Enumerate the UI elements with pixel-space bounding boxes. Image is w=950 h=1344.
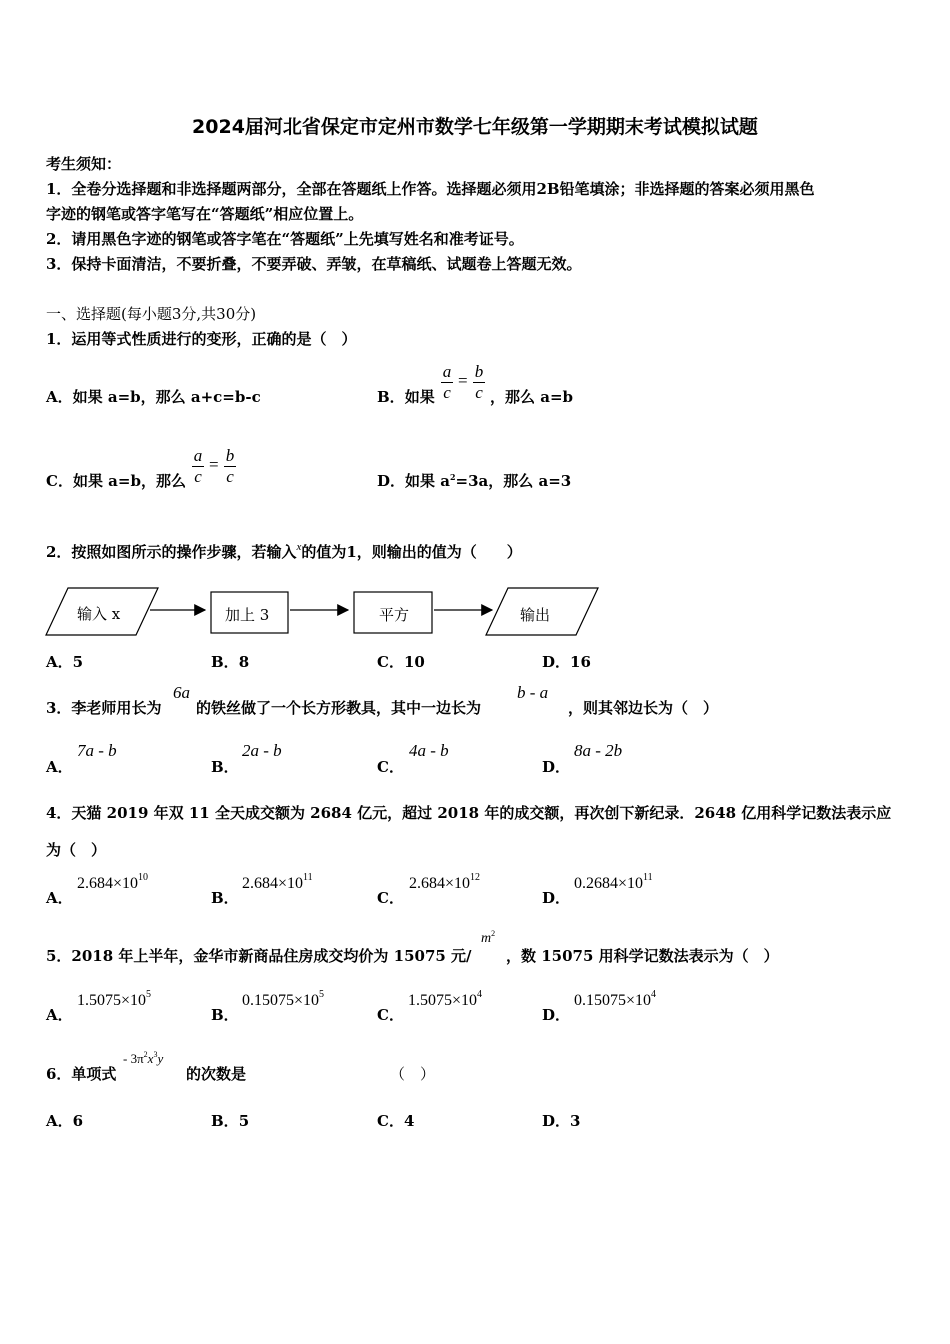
q2-option-b[interactable] [211, 651, 249, 672]
sci-base: 0.15075×10 [242, 992, 320, 1009]
q3-stem-pre: 3．李老师用长为 [46, 699, 162, 717]
q2-option-a-value: 5 [72, 653, 84, 671]
mono-exp-x: 3 [153, 1050, 158, 1059]
sci-base: 0.2684×10 [574, 875, 644, 892]
frac-numerator: a [193, 446, 203, 465]
q1-option-d[interactable] [377, 470, 571, 491]
q5-stem-pre: 5．2018 年上半年，金华市新商品住房成交均价为 15075 元/ [46, 947, 472, 965]
q3-option-d-value: 8a - 2b [574, 741, 623, 760]
sci-exponent: 10 [138, 872, 149, 883]
section-heading: 一、选择题(每小题3分,共30分) [46, 305, 257, 323]
q6-option-d-label: D． [542, 1112, 571, 1130]
q4-stem-line1: 4．天猫 2019 年双 11 全天成交额为 2684 亿元，超过 2018 年的成交额，再次创下新纪录．2648 亿用科学记数法表示应 [46, 804, 892, 822]
q6-option-a-value: 6 [72, 1112, 84, 1130]
q6-option-d[interactable] [542, 1110, 580, 1131]
q6-option-b-value: 5 [238, 1112, 250, 1130]
q1-b-equals: = [458, 371, 468, 390]
q1-option-b[interactable] [377, 386, 435, 407]
q3-option-a-label[interactable]: A． [46, 758, 73, 776]
frac-denominator: c [443, 383, 451, 402]
q6-option-c[interactable] [377, 1110, 414, 1131]
q5-unit [481, 931, 495, 947]
q1-b-frac-right [472, 362, 486, 403]
sci-exponent: 4 [651, 989, 657, 1000]
q2-stem-variable: x [296, 541, 302, 553]
q4-option-c-label[interactable]: C． [377, 889, 404, 907]
q1-option-b-post: ，那么 a=b [490, 388, 573, 406]
sci-base: 1.5075×10 [408, 992, 478, 1009]
q5-option-a-value [77, 989, 152, 1010]
q2-option-b-label: B． [211, 653, 239, 671]
q1-c-frac-right [223, 446, 237, 487]
q3-expr-6a: 6a [173, 683, 190, 702]
sci-exponent: 5 [319, 989, 325, 1000]
q3-option-c-label[interactable]: C． [377, 758, 404, 776]
q3-option-a-value: 7a - b [77, 741, 117, 760]
q2-stem-pre: 2．按照如图所示的操作步骤，若输入 [46, 543, 297, 561]
q1-option-d-post: =3a，那么 a=3 [455, 472, 572, 490]
frac-denominator: c [226, 467, 234, 486]
notice-item-1-cont: 字迹的钢笔或答字笔写在“答题纸”相应位置上。 [46, 205, 364, 223]
q2-option-c[interactable] [377, 651, 425, 672]
q3-stem-post: ，则其邻边长为（ ） [568, 699, 719, 717]
mono-exp-pi: 2 [143, 1050, 148, 1059]
sci-exponent: 5 [146, 989, 152, 1000]
sci-base: 2.684×10 [242, 875, 304, 892]
q1-option-a-text: 如果 a=b，那么 a+c=b-c [72, 388, 261, 406]
q5-option-a-label[interactable]: A． [46, 1006, 73, 1024]
q6-option-a[interactable] [46, 1110, 83, 1131]
q4-option-d-value [574, 872, 653, 893]
sci-exponent: 11 [643, 872, 653, 883]
q4-option-b-value [242, 872, 313, 893]
q1-option-a[interactable] [46, 386, 261, 407]
q3-option-d-label[interactable]: D． [542, 758, 571, 776]
q1-stem: 1．运用等式性质进行的变形，正确的是（ ） [46, 330, 357, 348]
q3-expr-b-minus-a: b - a [517, 683, 549, 702]
q2-option-c-label: C． [377, 653, 404, 671]
mono-y: y [157, 1051, 164, 1066]
q5-option-b-value [242, 989, 325, 1010]
q4-option-a-value [77, 872, 149, 893]
q3-stem-mid: 的铁丝做了一个长方形教具，其中一边长为 [196, 699, 482, 717]
frac-denominator: c [475, 383, 483, 402]
page-title: 2024届河北省保定市定州市数学七年级第一学期期末考试模拟试题 [192, 116, 758, 138]
q5-option-c-value [408, 989, 483, 1010]
q6-stem-pre: 6．单项式 [46, 1065, 117, 1083]
q3-option-c-value: 4a - b [409, 741, 449, 760]
frac-numerator: b [474, 362, 484, 381]
q1-option-c-label: C． [46, 472, 73, 490]
q2-option-d-label: D． [542, 653, 571, 671]
q6-option-b[interactable] [211, 1110, 249, 1131]
sci-base: 0.15075×10 [574, 992, 652, 1009]
q5-option-b-label[interactable]: B． [211, 1006, 239, 1024]
flow-step-square: 平方 [379, 606, 410, 624]
q5-option-c-label[interactable]: C． [377, 1006, 404, 1024]
q1-option-b-label: B． [377, 388, 405, 406]
q5-option-d-value [574, 989, 657, 1010]
q1-option-c[interactable] [46, 470, 186, 491]
q6-option-d-value: 3 [570, 1112, 581, 1130]
flow-step-output: 输出 [520, 606, 551, 624]
q2-stem-post: 的值为1，则输出的值为（ ） [301, 543, 522, 561]
frac-numerator: b [225, 446, 235, 465]
q3-option-b-label[interactable]: B． [211, 758, 239, 776]
flow-step-add: 加上 3 [225, 606, 270, 624]
q4-stem-line2: 为（ ） [46, 841, 107, 859]
q5-option-d-label[interactable]: D． [542, 1006, 571, 1024]
q1-c-equals: = [209, 455, 219, 474]
sci-base: 2.684×10 [77, 875, 139, 892]
q2-flowchart [40, 582, 610, 642]
q1-c-frac-left [191, 446, 205, 487]
notice-heading: 考生须知： [46, 155, 122, 173]
q1-option-c-pre: 如果 a=b，那么 [72, 472, 186, 490]
frac-denominator: c [194, 467, 202, 486]
mono-x: x [147, 1051, 154, 1066]
q2-option-d-value: 16 [570, 653, 591, 671]
q4-option-c-value [409, 872, 481, 893]
q6-option-c-value: 4 [403, 1112, 415, 1130]
q6-option-b-label: B． [211, 1112, 239, 1130]
notice-item-1: 1．全卷分选择题和非选择题两部分，全部在答题纸上作答。选择题必须用2B铅笔填涂；非选择题的答案必须用黑色 [46, 180, 815, 198]
q6-monomial [123, 1051, 163, 1067]
notice-item-2: 2．请用黑色字迹的钢笔或答字笔在“答题纸”上先填写姓名和准考证号。 [46, 230, 524, 248]
mono-coef: - 3π [123, 1051, 144, 1066]
q6-paren: （ ） [390, 1065, 436, 1083]
q2-stem [46, 541, 522, 562]
sci-exponent: 4 [477, 989, 483, 1000]
sci-base: 2.684×10 [409, 875, 471, 892]
unit-exponent: 2 [491, 929, 496, 938]
sci-base: 1.5075×10 [77, 992, 147, 1009]
q6-stem-post: 的次数是 [186, 1065, 247, 1083]
q2-option-a[interactable] [46, 651, 83, 672]
q2-option-b-value: 8 [238, 653, 250, 671]
q1-b-frac-left [440, 362, 454, 403]
q1-option-a-label: A． [46, 388, 73, 406]
sci-exponent: 12 [470, 872, 481, 883]
q6-option-a-label: A． [46, 1112, 73, 1130]
q1-option-d-pre: 如果 a [405, 472, 450, 490]
flow-step-input: 输入 x [77, 605, 121, 623]
sci-exponent: 11 [303, 872, 313, 883]
q1-option-b-pre: 如果 [404, 388, 435, 406]
q3-option-b-value: 2a - b [242, 741, 282, 760]
q6-option-c-label: C． [377, 1112, 404, 1130]
q2-option-c-value: 10 [403, 653, 425, 671]
frac-numerator: a [442, 362, 452, 381]
notice-item-3: 3．保持卡面清洁，不要折叠，不要弄破、弄皱，在草稿纸、试题卷上答题无效。 [46, 255, 582, 273]
q4-option-d-label[interactable]: D． [542, 889, 571, 907]
q5-stem-post: ，数 15075 用科学记数法表示为（ ） [506, 947, 779, 965]
q2-option-d[interactable] [542, 651, 591, 672]
q4-option-a-label[interactable]: A． [46, 889, 73, 907]
q1-option-d-exponent: 2 [449, 472, 456, 482]
q4-option-b-label[interactable]: B． [211, 889, 239, 907]
unit-m: m [481, 931, 492, 946]
q2-option-a-label: A． [46, 653, 73, 671]
q1-option-d-label: D． [377, 472, 406, 490]
